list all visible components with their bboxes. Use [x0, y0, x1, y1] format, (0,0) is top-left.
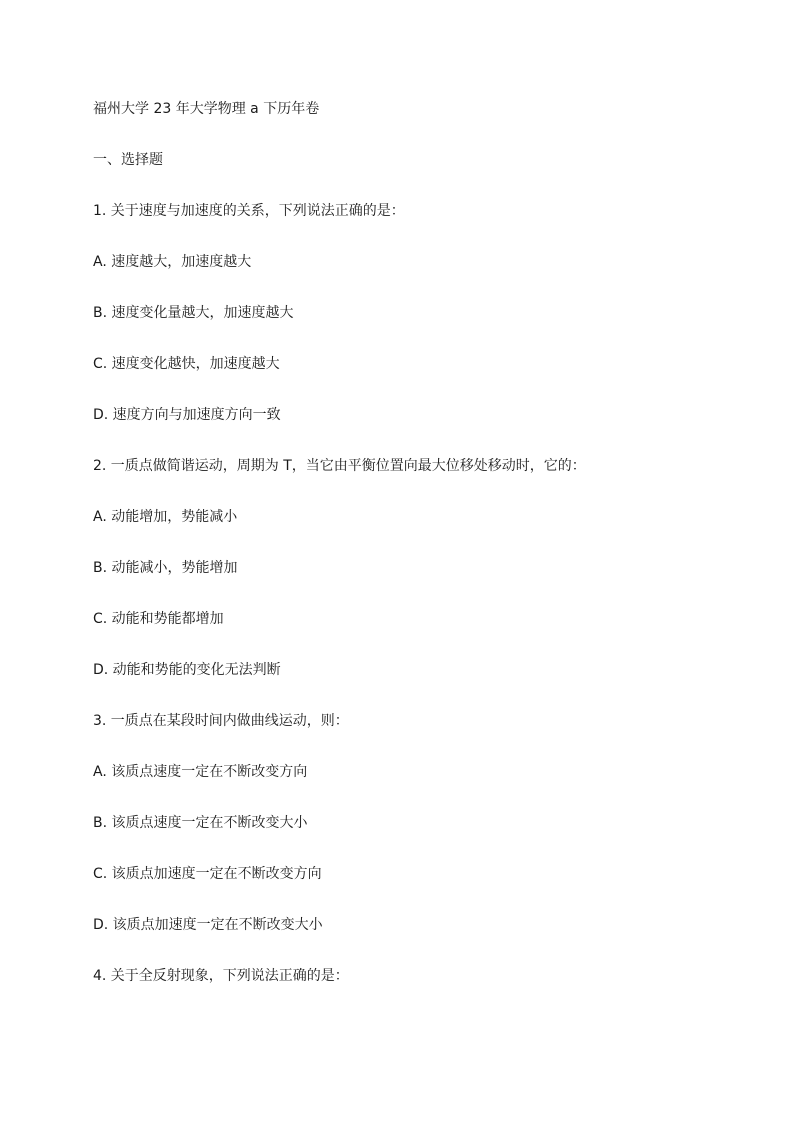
- question-1-option-d: D. 速度方向与加速度方向一致: [93, 407, 281, 423]
- question-3-stem: 3. 一质点在某段时间内做曲线运动，则：: [93, 713, 349, 729]
- question-4-stem: 4. 关于全反射现象，下列说法正确的是：: [93, 968, 349, 984]
- question-3-option-a: A. 该质点速度一定在不断改变方向: [93, 764, 308, 780]
- question-1-stem: 1. 关于速度与加速度的关系，下列说法正确的是：: [93, 203, 405, 219]
- question-1-option-c: C. 速度变化越快，加速度越大: [93, 356, 280, 372]
- question-3-option-c: C. 该质点加速度一定在不断改变方向: [93, 866, 322, 882]
- section-heading: 一、选择题: [93, 152, 163, 168]
- question-1-option-a: A. 速度越大，加速度越大: [93, 254, 252, 270]
- question-3-option-d: D. 该质点加速度一定在不断改变大小: [93, 917, 323, 933]
- question-2-stem: 2. 一质点做简谐运动，周期为 T，当它由平衡位置向最大位移处移动时，它的：: [93, 458, 586, 474]
- question-3-option-b: B. 该质点速度一定在不断改变大小: [93, 815, 308, 831]
- document-title: 福州大学 23 年大学物理 a 下历年卷: [93, 101, 320, 117]
- question-2-option-b: B. 动能减小，势能增加: [93, 560, 238, 576]
- question-1-option-b: B. 速度变化量越大，加速度越大: [93, 305, 294, 321]
- question-2-option-a: A. 动能增加，势能减小: [93, 509, 238, 525]
- question-2-option-c: C. 动能和势能都增加: [93, 611, 224, 627]
- question-2-option-d: D. 动能和势能的变化无法判断: [93, 662, 281, 678]
